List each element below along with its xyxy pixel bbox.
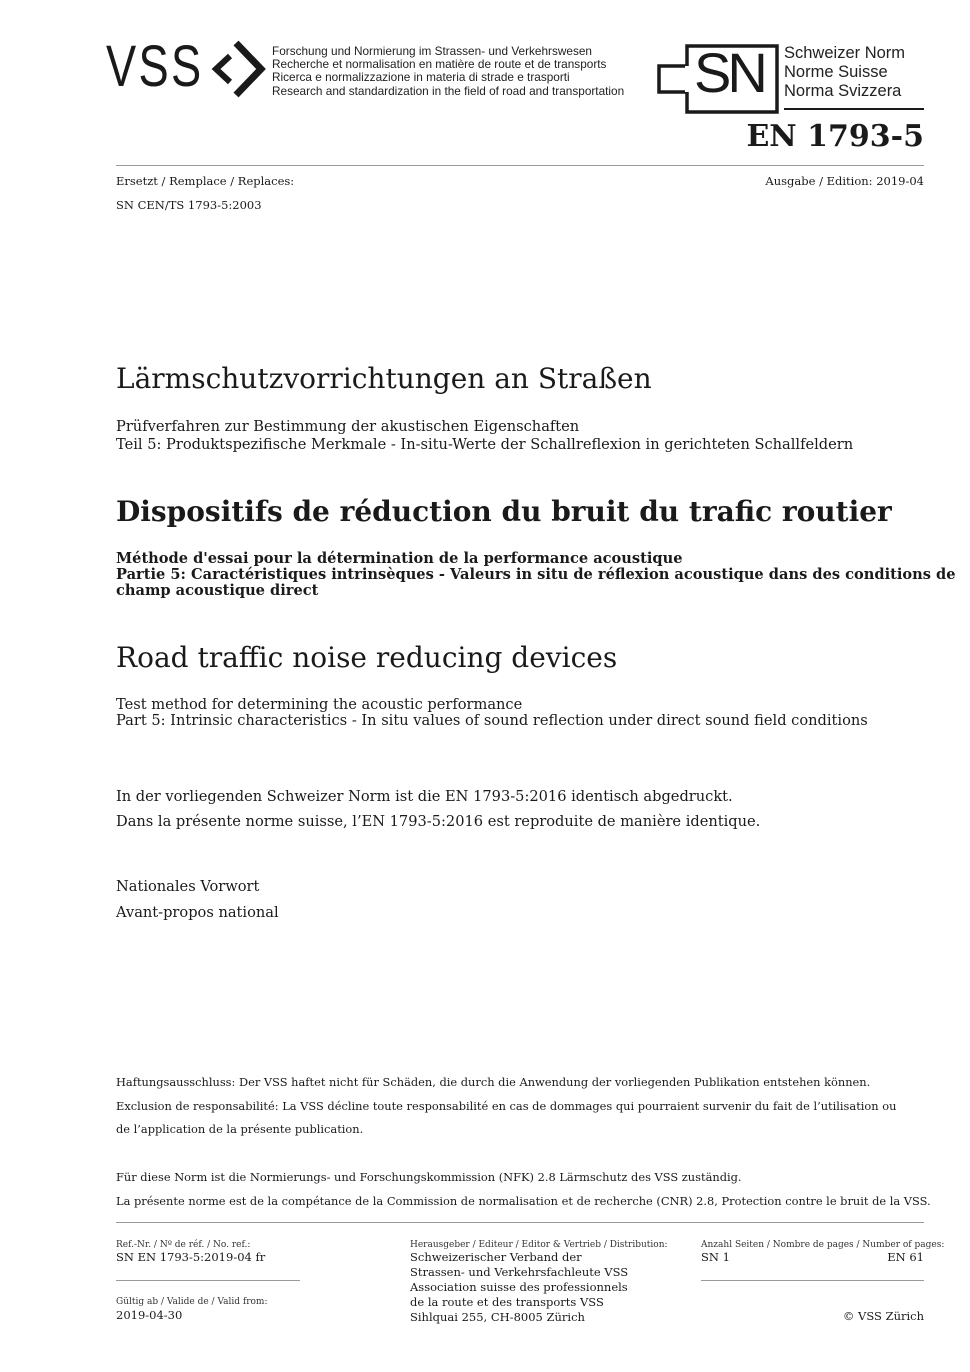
valid-label: Gültig ab / Valide de / Valid from: bbox=[116, 1297, 268, 1307]
replaces-value: SN CEN/TS 1793-5:2003 bbox=[116, 198, 262, 212]
vss-chevron-icon bbox=[206, 40, 268, 100]
subtitle-fr-3: champ acoustique direct bbox=[116, 582, 319, 599]
publisher-line: Association suisse des professionnels bbox=[410, 1280, 628, 1294]
title-de: Lärmschutzvorrichtungen an Straßen bbox=[116, 362, 652, 395]
ref-divider bbox=[116, 1280, 300, 1281]
committee-fr: La présente norme est de la compétance de la Commission de normalisation et de recherche (CNR) 2.8, Protection contre le bruit de la VSS. bbox=[116, 1194, 931, 1208]
sn-name-it: Norma Svizzera bbox=[784, 82, 902, 100]
title-fr: Dispositifs de réduction du bruit du trafic routier bbox=[116, 495, 892, 528]
sn-logo-text: SN bbox=[694, 41, 764, 104]
disclaimer-fr-2: de l’application de la présente publication. bbox=[116, 1122, 364, 1136]
publisher-line: Sihlquai 255, CH-8005 Zürich bbox=[410, 1310, 585, 1324]
pages-sn: SN 1 bbox=[701, 1250, 730, 1264]
vss-tagline-en: Research and standardization in the field of road and transportation bbox=[272, 83, 625, 98]
publisher-line: Strassen- und Verkehrsfachleute VSS bbox=[410, 1265, 629, 1279]
committee-de: Für diese Norm ist die Normierungs- und Forschungskommission (NFK) 2.8 Lärmschutz des VSS zuständig. bbox=[116, 1170, 742, 1184]
foreword-fr: Avant-propos national bbox=[116, 904, 279, 921]
subtitle-en-2: Part 5: Intrinsic characteristics - In situ values of sound reflection under direct sound field conditions bbox=[116, 712, 868, 729]
pages-label: Anzahl Seiten / Nombre de pages / Number of pages: bbox=[701, 1240, 945, 1250]
ref-value: SN EN 1793-5:2019-04 fr bbox=[116, 1250, 266, 1264]
subtitle-de-1: Prüfverfahren zur Bestimmung der akustischen Eigenschaften bbox=[116, 418, 580, 435]
replaces-label: Ersetzt / Remplace / Replaces: bbox=[116, 174, 295, 188]
disclaimer-fr-1: Exclusion de responsabilité: La VSS décline toute responsabilité en cas de dommages qui pourraient survenir du fait de l’utilisation ou bbox=[116, 1099, 897, 1113]
sn-names bbox=[784, 44, 905, 101]
pages-divider bbox=[701, 1280, 924, 1281]
sn-name-fr: Norme Suisse bbox=[784, 63, 888, 81]
vss-tagline-de: Forschung und Normierung im Strassen- und Verkehrswesen bbox=[272, 44, 592, 58]
statement-fr: Dans la présente norme suisse, l’EN 1793-5:2016 est reproduite de manière identique. bbox=[116, 813, 761, 830]
publisher-line: Schweizerischer Verband der bbox=[410, 1250, 582, 1264]
vss-tagline-it: Ricerca e normalizzazione in materia di strade e trasporti bbox=[272, 70, 570, 85]
publisher-block bbox=[410, 1250, 628, 1325]
foreword-de: Nationales Vorwort bbox=[116, 878, 260, 895]
sn-underline bbox=[784, 108, 924, 110]
vss-logo-text: VSS bbox=[106, 34, 204, 99]
vss-logo bbox=[106, 34, 266, 102]
ref-label: Ref.-Nr. / Nº de réf. / No. ref.: bbox=[116, 1240, 251, 1250]
subtitle-fr-2: Partie 5: Caractéristiques intrinsèques - Valeurs in situ de réflexion acoustique dans des conditions de bbox=[116, 566, 956, 583]
title-en: Road traffic noise reducing devices bbox=[116, 641, 618, 674]
subtitle-en-1: Test method for determining the acoustic performance bbox=[116, 696, 523, 713]
publisher-label: Herausgeber / Editeur / Editor & Vertrieb / Distribution: bbox=[410, 1240, 668, 1250]
vss-tagline bbox=[272, 45, 624, 98]
subtitle-fr-1: Méthode d'essai pour la détermination de la performance acoustique bbox=[116, 550, 683, 567]
copyright: © VSS Zürich bbox=[842, 1309, 924, 1323]
statement-de: In der vorliegenden Schweizer Norm ist die EN 1793-5:2016 identisch abgedruckt. bbox=[116, 788, 733, 805]
disclaimer-de: Haftungsausschluss: Der VSS haftet nicht für Schäden, die durch die Anwendung der vorliegenden Publikation entstehen können. bbox=[116, 1075, 871, 1089]
standard-number: EN 1793-5 bbox=[746, 119, 924, 154]
publisher-line: de la route et des transports VSS bbox=[410, 1295, 604, 1309]
header-divider bbox=[116, 165, 924, 166]
edition: Ausgabe / Edition: 2019-04 bbox=[765, 174, 924, 188]
vss-tagline-fr: Recherche et normalisation en matière de route et de transports bbox=[272, 57, 607, 72]
subtitle-de-2: Teil 5: Produktspezifische Merkmale - In-situ-Werte der Schallreflexion in gerichteten Schallfeldern bbox=[116, 436, 854, 453]
pages-en: EN 61 bbox=[887, 1250, 924, 1264]
valid-value: 2019-04-30 bbox=[116, 1308, 183, 1322]
sn-name-de: Schweizer Norm bbox=[784, 44, 906, 62]
footer-divider bbox=[116, 1222, 924, 1223]
